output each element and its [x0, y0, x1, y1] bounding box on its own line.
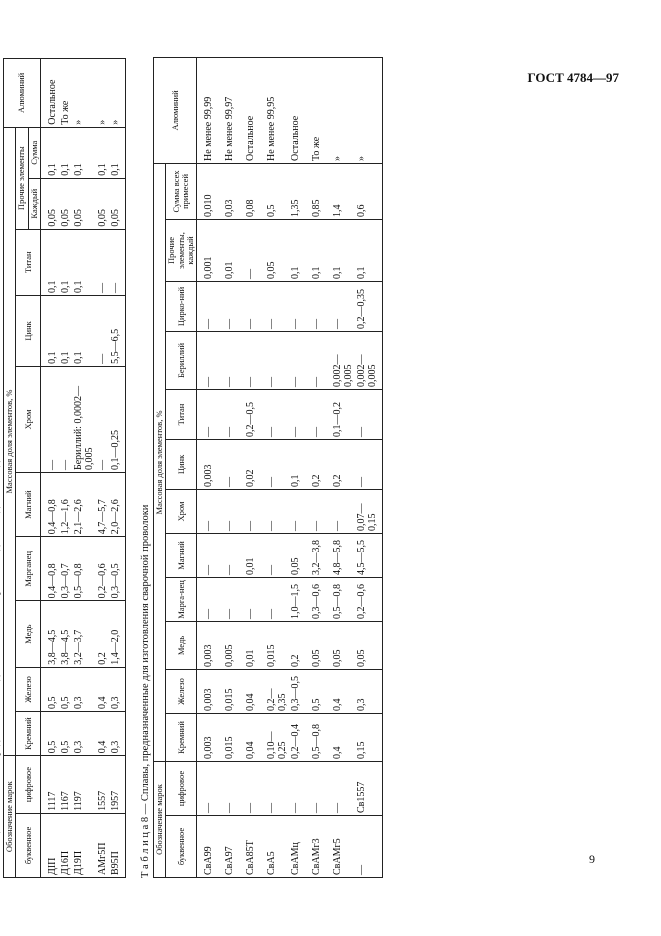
table-cell: СвА5	[265, 816, 289, 878]
table8-header-row	[166, 57, 197, 877]
table-row	[310, 57, 331, 877]
table-cell: 0,2	[331, 439, 355, 489]
table-cell: 1957	[109, 756, 126, 814]
t7-col-7: Хром	[16, 366, 41, 472]
table-cell: —	[355, 389, 383, 439]
table-row	[197, 57, 224, 877]
table-cell: —	[96, 229, 109, 295]
table-cell: »	[331, 57, 355, 163]
table-cell: 1117	[41, 756, 60, 814]
table-cell: —	[265, 489, 289, 533]
table-cell: СвАМг3	[310, 816, 331, 878]
table-row	[96, 59, 109, 878]
t7-col-0: буквенное	[16, 813, 41, 877]
table-cell: 0,5	[41, 712, 60, 756]
table-cell: 0,1	[310, 219, 331, 281]
table-cell: 0,1	[59, 229, 72, 295]
table-cell: Бериллий: 0,0002—0,005	[72, 366, 96, 472]
table-cell: 0,4	[331, 713, 355, 761]
t8-col-6: Магний	[166, 533, 197, 577]
table7-body	[41, 59, 126, 878]
t8-group-marks: Обозначение марок	[154, 761, 166, 877]
table-cell: —	[223, 281, 244, 331]
table-cell: —	[223, 489, 244, 533]
t7-group-marks: Обозначение марок	[4, 756, 16, 878]
table-cell: 0,1	[109, 127, 126, 178]
table-cell: —	[265, 761, 289, 815]
table-cell: СвАМц	[289, 816, 310, 878]
table-cell: —	[331, 281, 355, 331]
t8-col-7: Хром	[166, 489, 197, 533]
t8-col-10: Бериллий	[166, 331, 197, 389]
table-cell: Св1557	[355, 761, 383, 815]
t8-col-8: Цинк	[166, 439, 197, 489]
table-cell: 0,2—0,4	[289, 713, 310, 761]
table-cell: —	[289, 489, 310, 533]
table-cell: —	[355, 816, 383, 878]
table-cell: 0,05	[109, 178, 126, 229]
table-cell: 0,1	[41, 296, 60, 367]
table-cell: —	[265, 439, 289, 489]
table-cell: 0,003	[197, 669, 224, 713]
table-cell: —	[197, 533, 224, 577]
table-cell: 0,5—0,8	[72, 537, 96, 601]
table-cell: —	[244, 489, 265, 533]
table-cell: 3,8—4,5	[41, 601, 60, 667]
table-cell: 0,07—0,15	[355, 489, 383, 533]
table-cell: 0,4—0,8	[41, 473, 60, 537]
t8-col-13: Сумма всех примесей	[166, 163, 197, 219]
t7-col-4: Медь	[16, 601, 41, 667]
table-row	[244, 57, 265, 877]
table-cell: 0,5—0,8	[331, 577, 355, 621]
table-cell: 0,3	[72, 667, 96, 711]
table-cell: Не менее 99,99	[197, 57, 224, 163]
table-cell: 0,001	[197, 219, 224, 281]
table-cell: 0,1	[331, 219, 355, 281]
t8-group-mass: Массовая доля элементов, %	[154, 163, 166, 761]
table-cell: 0,1	[289, 219, 310, 281]
t8-col-4: Медь	[166, 621, 197, 669]
t8-col-12: Прочие элементы, каждый	[166, 219, 197, 281]
table-cell: 0,1	[59, 127, 72, 178]
t7-group-other: Прочие элементы	[16, 127, 28, 229]
table-cell: 0,05	[59, 178, 72, 229]
table-cell: —	[41, 366, 60, 472]
table-cell: 0,5—0,8	[310, 713, 331, 761]
table-cell: 4,5—5,5	[355, 533, 383, 577]
table-cell: »	[96, 59, 109, 128]
table-cell: —	[244, 219, 265, 281]
table-cell: 0,1—0,25	[109, 366, 126, 472]
table-row	[41, 59, 60, 878]
table-cell: 0,01	[223, 219, 244, 281]
table-cell: Остальное	[289, 57, 310, 163]
table-cell: 1,0—1,5	[289, 577, 310, 621]
table-cell: 0,002—0,005	[331, 331, 355, 389]
table-cell: 0,002—0,005	[355, 331, 383, 389]
table-cell: —	[197, 331, 224, 389]
table-cell: —	[310, 489, 331, 533]
t8-col-14: Алюминий	[154, 57, 197, 163]
table-cell: Не менее 99,97	[223, 57, 244, 163]
table-cell: В95П	[109, 813, 126, 877]
t8-col-1: цифровое	[166, 761, 197, 815]
table-cell: 0,08	[244, 163, 265, 219]
table-cell: 1,4	[331, 163, 355, 219]
table-cell: 0,85	[310, 163, 331, 219]
table-cell: 1,2—1,6	[59, 473, 72, 537]
table-cell: Остальное	[244, 57, 265, 163]
table-cell: —	[331, 489, 355, 533]
table-cell: 0,3	[72, 712, 96, 756]
table-cell: —	[223, 577, 244, 621]
table-cell: 0,2—0,6	[96, 537, 109, 601]
table-cell: —	[223, 761, 244, 815]
table-cell: 0,05	[355, 621, 383, 669]
table-cell: Д16П	[59, 813, 72, 877]
t8-col-0: буквенное	[166, 816, 197, 878]
table-cell: 4,7—5,7	[96, 473, 109, 537]
table-cell: —	[244, 281, 265, 331]
table-cell: 0,01	[244, 621, 265, 669]
table-cell: —	[223, 439, 244, 489]
table-cell: То же	[310, 57, 331, 163]
t7-col-8: Цинк	[16, 296, 41, 367]
table-cell: 0,05	[289, 533, 310, 577]
table-cell: —	[355, 439, 383, 489]
table-cell: 3,2—3,8	[310, 533, 331, 577]
table-cell: То же	[59, 59, 72, 128]
table-cell: 0,15	[355, 713, 383, 761]
table-cell: 1,4—2,0	[109, 601, 126, 667]
table-cell: СвА85Т	[244, 816, 265, 878]
table-cell: 0,3	[355, 669, 383, 713]
table-cell: СвАМг5	[331, 816, 355, 878]
table-cell: 0,5	[59, 712, 72, 756]
table-cell: СвА97	[223, 816, 244, 878]
t8-col-9: Титан	[166, 389, 197, 439]
rotated-content	[0, 58, 570, 878]
table-row	[109, 59, 126, 878]
table-cell: —	[96, 366, 109, 472]
table-cell: —	[244, 331, 265, 389]
table-cell: 0,5	[41, 667, 60, 711]
table-cell: 0,05	[331, 621, 355, 669]
table8	[153, 57, 383, 878]
table-cell: —	[244, 577, 265, 621]
table-cell: —	[310, 281, 331, 331]
t8-col-3: Железо	[166, 669, 197, 713]
t7-group-mass: Массовая доля элементов, %	[4, 127, 16, 756]
table-cell: —	[197, 389, 224, 439]
table-cell: 1197	[72, 756, 96, 814]
t8-col-5: Марга-нец	[166, 577, 197, 621]
table-cell: 0,003	[197, 439, 224, 489]
table-cell: 0,3—0,6	[310, 577, 331, 621]
table8-caption: Т а б л и ц а 8 — Сплавы, предназначенные для изготовления сварочной проволоки	[140, 504, 152, 878]
table-cell: 0,1	[59, 296, 72, 367]
table-cell: 0,4	[96, 712, 109, 756]
table-cell: 2,1—2,6	[72, 473, 96, 537]
table-cell: —	[265, 331, 289, 389]
table-cell: 0,03	[223, 163, 244, 219]
table-cell: —	[197, 489, 224, 533]
table-cell: —	[331, 761, 355, 815]
t7-col-6: Магний	[16, 473, 41, 537]
table-cell: 0,015	[265, 621, 289, 669]
table-cell: —	[289, 389, 310, 439]
table-cell: 0,005	[223, 621, 244, 669]
table-cell: 0,5	[265, 163, 289, 219]
table-cell: —	[109, 229, 126, 295]
table-cell: 0,2	[289, 621, 310, 669]
table-cell: 0,10—0,25	[265, 713, 289, 761]
table7	[3, 58, 126, 878]
table-cell: СвА99	[197, 816, 224, 878]
table-cell: 4,8—5,8	[331, 533, 355, 577]
table-cell: 2,0—2,6	[109, 473, 126, 537]
table-cell: 0,5	[310, 669, 331, 713]
table-cell: 0,1	[289, 439, 310, 489]
table-cell: 0,1	[355, 219, 383, 281]
table-row	[223, 57, 244, 877]
table-row	[355, 57, 383, 877]
table-cell: 0,2—0,5	[244, 389, 265, 439]
t7-col-1: цифровое	[16, 756, 41, 814]
table-cell: —	[265, 533, 289, 577]
document-header: ГОСТ 4784—97	[527, 70, 619, 85]
table-cell: 0,05	[310, 621, 331, 669]
table-cell: 0,01	[244, 533, 265, 577]
table-cell: —	[310, 389, 331, 439]
table-cell: —	[310, 761, 331, 815]
table-cell: 0,4	[96, 667, 109, 711]
table-cell: 0,3—0,5	[289, 669, 310, 713]
table-cell: —	[289, 761, 310, 815]
table-cell: 0,1	[72, 127, 96, 178]
table-cell: —	[223, 389, 244, 439]
table-cell: 0,003	[197, 621, 224, 669]
table-row	[72, 59, 96, 878]
table-cell: —	[244, 761, 265, 815]
table-row	[265, 57, 289, 877]
table-cell: Не менее 99,95	[265, 57, 289, 163]
table-cell: 0,010	[197, 163, 224, 219]
page-number: 9	[589, 852, 595, 866]
table-cell: —	[289, 331, 310, 389]
table-cell: 0,2—0,35	[265, 669, 289, 713]
table-row	[289, 57, 310, 877]
table-cell: 0,1	[72, 229, 96, 295]
table-cell: »	[355, 57, 383, 163]
table-cell: 0,3	[109, 712, 126, 756]
table-row	[331, 57, 355, 877]
table-cell: 0,015	[223, 713, 244, 761]
table-cell: 0,4—0,8	[41, 537, 60, 601]
table-cell: 0,015	[223, 669, 244, 713]
t8-col-2: Кремний	[166, 713, 197, 761]
t7-col-9: Титан	[16, 229, 41, 295]
t7-col-3: Железо	[16, 667, 41, 711]
table-cell: 0,02	[244, 439, 265, 489]
t7-col-2: Кремний	[16, 712, 41, 756]
table-cell: —	[96, 296, 109, 367]
table-cell: 0,3—0,7	[59, 537, 72, 601]
table-cell: 0,04	[244, 669, 265, 713]
table-cell: —	[223, 533, 244, 577]
table-cell: 0,2—0,6	[355, 577, 383, 621]
table-cell: —	[197, 577, 224, 621]
t7-col-5: Марганец	[16, 537, 41, 601]
t7-col-11: Сумма	[28, 127, 40, 178]
table-cell: 0,1	[72, 296, 96, 367]
table-cell: Д19П	[72, 813, 96, 877]
table-cell: 0,6	[355, 163, 383, 219]
table-cell: —	[310, 331, 331, 389]
table-cell: 1167	[59, 756, 72, 814]
table-cell: 0,1	[96, 127, 109, 178]
table-cell: ДIП	[41, 813, 60, 877]
table-cell: —	[265, 389, 289, 439]
table-cell: 3,8—4,5	[59, 601, 72, 667]
table-cell: 0,3—0,5	[109, 537, 126, 601]
table8-body	[197, 57, 383, 877]
table-cell: 1557	[96, 756, 109, 814]
table-cell: 3,2—3,7	[72, 601, 96, 667]
table-cell: —	[265, 281, 289, 331]
table-cell: АМг5П	[96, 813, 109, 877]
table-cell: 0,1	[41, 127, 60, 178]
table-cell: 0,4	[331, 669, 355, 713]
table-cell: —	[59, 366, 72, 472]
table-cell: Остальное	[41, 59, 60, 128]
table-cell: 5,5—6,5	[109, 296, 126, 367]
table-cell: »	[72, 59, 96, 128]
t7-col-12: Алюминий	[4, 59, 41, 128]
table-cell: —	[197, 761, 224, 815]
table-cell: 0,05	[265, 219, 289, 281]
table-cell: 0,5	[59, 667, 72, 711]
table-cell: »	[109, 59, 126, 128]
table-cell: 0,05	[96, 178, 109, 229]
table-cell: 0,2	[96, 601, 109, 667]
table-cell: 0,2	[310, 439, 331, 489]
table-cell: 0,04	[244, 713, 265, 761]
table-cell: —	[265, 577, 289, 621]
table-cell: —	[223, 331, 244, 389]
t8-col-11: Цирко-ний	[166, 281, 197, 331]
table-cell: 0,003	[197, 713, 224, 761]
table-cell: 0,1	[41, 229, 60, 295]
table-cell: 0,05	[72, 178, 96, 229]
table-row	[59, 59, 72, 878]
table-cell: 1,35	[289, 163, 310, 219]
table-cell: 0,1—0,2	[331, 389, 355, 439]
table-cell: 0,3	[109, 667, 126, 711]
t7-col-10: Каждый	[28, 178, 40, 229]
table-cell: 0,2—0,35	[355, 281, 383, 331]
table-cell: —	[289, 281, 310, 331]
table7-caption	[0, 58, 1, 878]
table-cell: —	[197, 281, 224, 331]
table-cell: 0,05	[41, 178, 60, 229]
